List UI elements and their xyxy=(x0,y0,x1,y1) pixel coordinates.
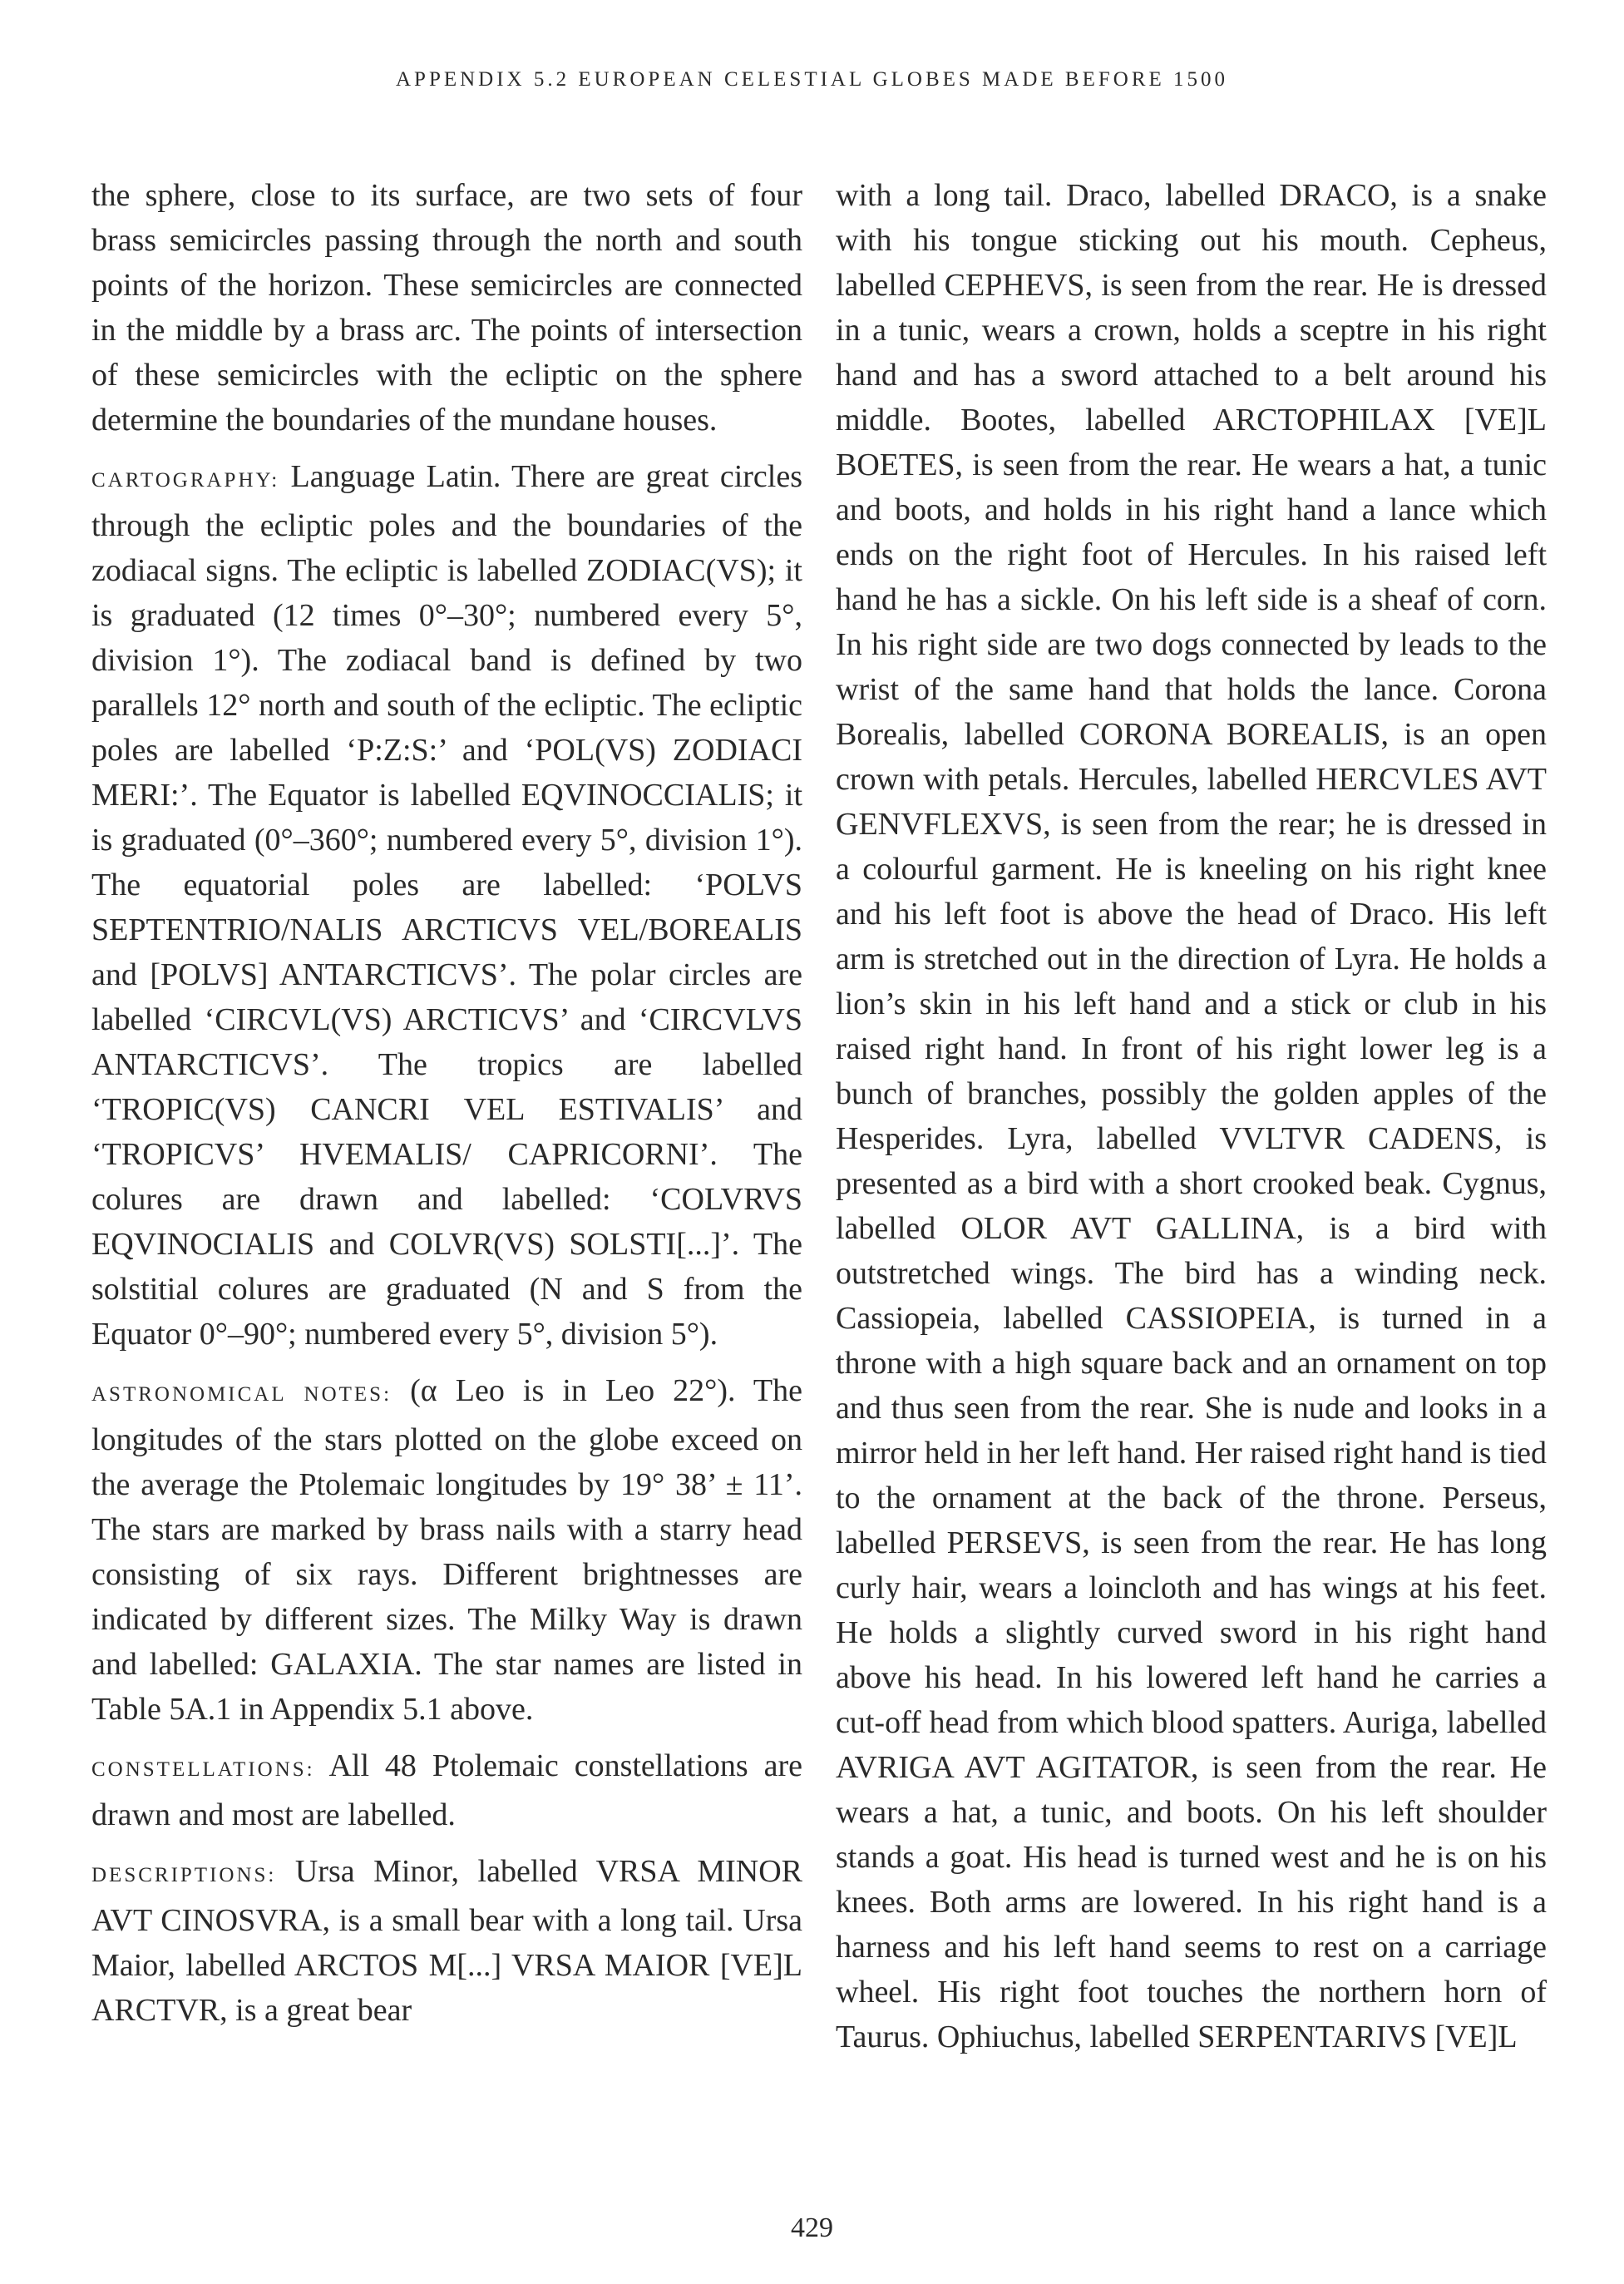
section-head-astronomical-notes: ASTRONOMICAL NOTES: xyxy=(91,1383,392,1406)
paragraph-constellations xyxy=(91,1743,802,1837)
paragraph-astronomical-notes xyxy=(91,1368,802,1732)
right-column xyxy=(836,173,1547,2071)
paragraph-descriptions-continued: with a long tail. Draco, labelled DRACO, is a snake with his tongue sticking out his mouth. Cepheus, labelled CEPHEVS, is seen from the rear. He is dressed in a tunic, wears a crown, holds a sceptre in his right hand and has a sword attached to a belt around his middle. Bootes, labelled ARCTOPHILAX [VE]L BOETES, is seen from the rear. He wears a hat, a tunic and boots, and holds in his right hand a lance which ends on the right foot of Hercules. In his raised left hand he has a sickle. On his left side is a sheaf of corn. In his right side are two dogs connected by leads to the wrist of the same hand that holds the lance. Corona Borealis, labelled CORONA BOREALIS, is an open crown with petals. Hercules, labelled HERCVLES AVT GENVFLEXVS, is seen from the rear; he is dressed in a colourful garment. He is kneeling on his right knee and his left foot is above the head of Draco. His left arm is stretched out in the direction of Lyra. He holds a lion’s skin in his left hand and a stick or club in his raised right hand. In front of his right lower leg is a bunch of branches, possibly the golden apples of the Hesperides. Lyra, labelled VVLTVR CADENS, is presented as a bird with a short crooked beak. Cygnus, labelled OLOR AVT GALLINA, is a bird with outstretched wings. The bird has a winding neck. Cassiopeia, labelled CASSIOPEIA, is turned in a throne with a high square back and an ornament on top and thus seen from the rear. She is nude and looks in a mirror held in her left hand. Her raised right hand is tied to the ornament at the back of the throne. Perseus, labelled PERSEVS, is seen from the rear. He has long curly hair, wears a loincloth and has wings at his feet. He holds a slightly curved sword in his right hand above his head. In his lowered left hand he carries a cut-off head from which blood spatters. Auriga, labelled AVRIGA AVT AGITATOR, is seen from the rear. He wears a hat, a tunic, and boots. On his left shoulder stands a goat. His head is turned west and he is on his knees. Both arms are lowered. In his right hand is a harness and his left hand seems to rest on a carriage wheel. His right foot touches the northern horn of Taurus. Ophiuchus, labelled SERPENTARIVS [VE]L xyxy=(836,178,1547,2054)
section-head-cartography: CARTOGRAPHY: xyxy=(91,469,280,492)
astronomical-notes-text: (α Leo is in Leo 22°). The longitudes of the stars plotted on the globe exceed on the average the Ptolemaic longitudes by 19° 38’ ± 11’. The stars are marked by brass nails with a starry head consisting of six rays. Different brightnesses are indicated by different sizes. The Milky Way is drawn and labelled: GALAXIA. The star names are listed in Table 5A.1 in Appendix 5.1 above. xyxy=(91,1373,802,1727)
descriptions-text: Ursa Minor, labelled VRSA MINOR AVT CINOSVRA, is a small bear with a long tail. Ursa Maior, labelled ARCTOS M[...] VRSA MAIOR [VE]L ARCTVR, is a great bear xyxy=(91,1854,803,2028)
cartography-text: Language Latin. There are great circles through the ecliptic poles and the boundaries of the zodiacal signs. The ecliptic is labelled ZODIAC(VS); it is graduated (12 times 0°–30°; numbered every 5°, division 1°). The zodiacal band is defined by two parallels 12° north and south of the ecliptic. The ecliptic poles are labelled ‘P:Z:S:’ and ‘POL(VS) ZODIACI MERI:’. The Equator is labelled EQVINOCCIALIS; it is graduated (0°–360°; numbered every 5°, division 1°). The equatorial poles are labelled: ‘POLVS SEPTENTRIO/NALIS ARCTICVS VEL/BOREALIS and [POLVS] ANTARCTICVS’. The polar circles are labelled ‘CIRCVL(VS) ARCTICVS’ and ‘CIRCVLVS ANTARCTICVS’. The tropics are labelled ‘TROPIC(VS) CANCRI VEL ESTIVALIS’ and ‘TROPICVS’ HVEMALIS/ CAPRICORNI’. The colures are drawn and labelled: ‘COLVRVS EQVINOCIALIS and COLVR(VS) SOLSTI[...]’. The solstitial colures are graduated (N and S from the Equator 0°–90°; numbered every 5°, division 5°). xyxy=(91,459,802,1352)
paragraph-cartography xyxy=(91,454,802,1357)
paragraph-armillary: the sphere, close to its surface, are two sets of four brass semicircles passing through the north and south points of the horizon. These semicircles are connected in the middle by a brass arc. The points of intersection of these semicircles with the ecliptic on the sphere determine the boundaries of the mundane houses. xyxy=(91,178,802,438)
page-number: 429 xyxy=(791,2212,833,2243)
running-title: APPENDIX 5.2 EUROPEAN CELESTIAL GLOBES MADE BEFORE 1500 xyxy=(395,68,1229,91)
left-column xyxy=(91,173,802,2044)
section-head-descriptions: DESCRIPTIONS: xyxy=(91,1864,277,1886)
section-head-constellations: CONSTELLATIONS: xyxy=(91,1758,315,1781)
constellations-text: All 48 Ptolemaic constellations are drawn and most are labelled. xyxy=(91,1748,802,1832)
paragraph-descriptions xyxy=(91,1849,802,2033)
